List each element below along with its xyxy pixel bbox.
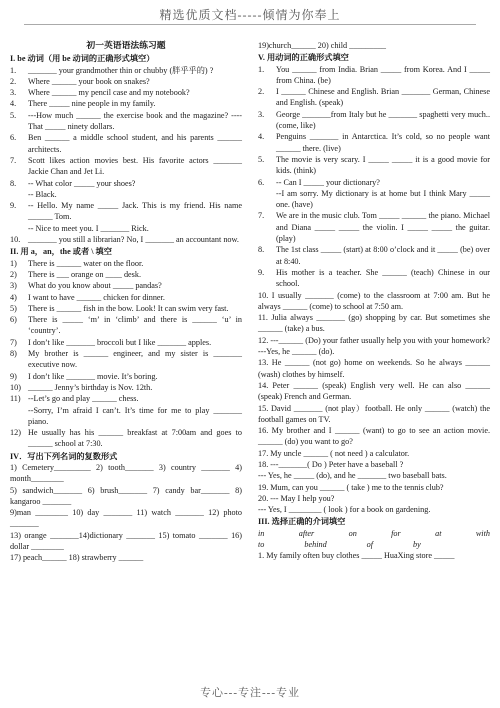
exercise-line: 12. ---______ (Do) your father usually help you with your homework? ---Yes, he ______ (do). (258, 335, 490, 357)
item-text: The 1st class _____ (start) at 8:00 o’clock and it _____ (be) over at 8:40. (276, 245, 490, 266)
section-4-items (10, 462, 242, 564)
item-number: 3. (10, 88, 17, 98)
item-number: 10. (10, 235, 21, 245)
exercise-item (10, 405, 242, 428)
exercise-item (10, 258, 242, 269)
exercise-item (258, 177, 490, 188)
exercise-item (10, 314, 242, 337)
item-text: George _______from Italy but he _______ spaghetti very much.. (come, like) (276, 109, 490, 131)
exercise-item (10, 280, 242, 291)
exercise-item (10, 132, 242, 155)
exercise-item (258, 154, 490, 177)
item-text: His mother is a teacher. She ______ (teach) Chinese in our school. (276, 267, 490, 289)
item-number: 7) (10, 337, 17, 347)
item-text: We are in the music club. Tom _____ ______ the piano. Michael and Diana _____ _____ the violin. I _____ _____ the guitar. (play) (276, 211, 490, 244)
item-text: He usually has his ______ breakfast at 7:00am and goes to ______ school at 7:30. (28, 428, 242, 449)
item-text: -- Can I _____ your dictionary? (276, 177, 380, 187)
item-text: Where ______ my pencil case and my notebook? (28, 88, 190, 98)
exercise-item (258, 210, 490, 244)
item-text: -- Nice to meet you. I _______ Rick. (28, 223, 149, 233)
exercise-item (10, 76, 242, 87)
exercise-line: 18. ---_______( Do ) Peter have a baseball ? (258, 459, 404, 469)
item-text: --Sorry, I’m afraid I can’t. It’s time for me to play _______ piano. (28, 405, 242, 426)
section-1-items (10, 65, 242, 246)
exercise-line: --- Yes, I ________ ( look ) for a book on gardening. (258, 505, 431, 515)
exercise-line: 15. David _______ (not play）football. He only ______ (watch) the football games on TV. (258, 403, 490, 424)
item-text: There _____ nine people in my family. (28, 99, 156, 109)
exercise-line: 16. My brother and I ______ (want) to go to see an action movie. ______ (do) you want to go? (258, 426, 490, 447)
item-text: --Let’s go and play ______ chess. (28, 394, 139, 404)
item-text: There is ______ fish in the bow. Look! It can swim very fast. (28, 303, 229, 313)
preposition-option: at (435, 528, 442, 538)
item-text: There is ______ water on the floor. (28, 258, 144, 268)
item-text: You ______ from India. Brian _____ from Korea. And I _____ from China. (be) (276, 64, 490, 85)
plural-continuation: 19)church______ 20) child _________ (258, 41, 387, 50)
exercise-line: 10. I usually _______ (come) to the classroom at 7:00 am. But he always ______ (come) to school at 7:50 am. (258, 290, 490, 311)
exercise-item (258, 244, 490, 267)
section-2-heading: II. 用 a，an，the 或者 \ 填空 (10, 247, 112, 257)
item-number: 7. (10, 155, 17, 165)
exercise-item (10, 234, 242, 245)
item-text: ______ Jenny’s birthday is Nov. 12th. (28, 382, 153, 392)
section-3-item-1: 1. My family often buy clothes _____ HuaXing store _____ (258, 551, 455, 561)
preposition-option: behind (304, 540, 327, 550)
item-text: -- Hello. My name _____ Jack. This is my friend. His name ______ Tom. (28, 201, 242, 222)
item-number: 9) (10, 371, 17, 381)
item-number: 6. (10, 133, 17, 143)
exercise-line: 17. My uncle ______ ( not need ) a calculator. (258, 448, 410, 458)
item-text: I ______ Chinese and English. Brian _______ German, Chinese and English. (speak) (276, 87, 490, 108)
section-4-heading: IV．写出下列名词的复数形式 (10, 451, 118, 461)
item-number: 10) (10, 382, 21, 392)
left-column (10, 40, 242, 564)
item-text: What do you know about _____ pandas? (28, 281, 162, 291)
item-number: 8. (10, 178, 17, 188)
exercise-item (10, 189, 242, 200)
exercise-item (258, 188, 490, 211)
item-text: The movie is very scary. I _____ _____ it is a good movie for kids. (think) (276, 154, 490, 176)
worksheet-title: 初一英语语法练习题 (86, 40, 166, 50)
exercise-item (10, 65, 242, 76)
exercise-item (10, 223, 242, 234)
item-text: There is _____ ‘m’ in ‘climb’ and there is ______ ‘u’ in ‘country’. (28, 315, 242, 336)
item-number (10, 223, 28, 234)
item-number: 5) (10, 303, 17, 313)
item-number: 7. (258, 211, 265, 221)
preposition-option: after (298, 528, 315, 538)
exercise-item (10, 155, 242, 178)
section-3-heading: III. 选择正确的介词填空 (258, 517, 346, 527)
item-number: 2. (258, 87, 265, 97)
item-text: --I am sorry. My dictionary is at home but I think Mary _____ one. (have) (276, 188, 490, 210)
header-divider (24, 24, 476, 25)
exercise-item (10, 382, 242, 393)
exercise-line: 5) sandwich_______ 6) brush_______ 7) candy bar_______ 8) kangaroo _______ (10, 485, 242, 506)
preposition-option: in (258, 528, 265, 538)
item-number: 4. (258, 132, 265, 142)
exercise-item (258, 109, 490, 132)
item-text: _______ your grandmother thin or chubby (胖乎乎的) ? (28, 65, 214, 75)
preposition-option: on (348, 528, 357, 538)
item-text: There is ___ orange on ____ desk. (28, 269, 142, 279)
right-column (258, 40, 490, 562)
item-number: 5. (258, 154, 265, 164)
exercise-line: 13) orange _______14)dictionary _______ 15) tomato _______ 16) dollar ________ (10, 530, 242, 552)
exercise-item (10, 98, 242, 109)
preposition-row-1 (258, 528, 490, 539)
item-text: I don’t like _______ movie. It’s boring. (28, 371, 158, 381)
item-text: Ben ______ a middle school student, and his parents ______ architects. (28, 133, 242, 154)
item-text: _______ you still a librarian? No, I _______ an accountant now. (28, 235, 239, 245)
exercise-line: 20. --- May I help you? (258, 493, 335, 503)
item-text: ---How much ______ the exercise book and the magazine? ----That _____ ninety dollars. (28, 110, 242, 132)
exercise-item (10, 269, 242, 280)
item-number: 1. (258, 64, 265, 74)
item-number: 8. (258, 245, 265, 255)
exercise-item (258, 131, 490, 154)
exercise-item (10, 200, 242, 223)
exercise-line: 11. Julia always _______ (go) shopping by car. But sometimes she ______ (take) a bus. (258, 313, 490, 334)
item-text: -- Black. (28, 189, 57, 199)
exercise-item (10, 110, 242, 133)
page-footer: 专心---专注---专业 (200, 687, 300, 699)
item-number: 9. (10, 201, 17, 211)
item-number: 11) (10, 394, 21, 404)
item-number: 5. (10, 110, 17, 120)
exercise-item (10, 337, 242, 348)
exercise-line: 17) peach______ 18) strawberry ______ (10, 553, 144, 563)
item-text: Scott likes action movies best. His favorite actors _______ Jackie Chan and Jet Li. (28, 155, 242, 177)
item-number: 9. (258, 267, 265, 277)
exercise-item (10, 393, 242, 404)
exercise-item (10, 427, 242, 450)
item-number: 12) (10, 428, 21, 438)
exercise-line: 9)man ________ 10) day _______ 11) watch _______ 12) photo _______ (10, 508, 242, 529)
item-number: 4. (10, 99, 17, 109)
exercise-line: 13. He ______ (not go) home on weekends. So he always ______ (wash) clothes by himself. (258, 358, 490, 379)
item-text: Where ______ your book on snakes? (28, 76, 150, 86)
exercise-item (258, 64, 490, 87)
item-text: Penguins _______ in Antarctica. It’s cold, so no people want ______ there. (live) (276, 132, 490, 153)
exercise-item (258, 86, 490, 109)
item-number: 6) (10, 315, 17, 325)
section-1-heading: I. be 动词（用 be 动词的正确形式填空） (10, 54, 155, 64)
exercise-item (10, 303, 242, 314)
item-number: 1. (10, 65, 17, 75)
item-text: I don’t like _______ broccoli but I like _______ apples. (28, 337, 212, 347)
item-number (10, 189, 28, 200)
exercise-line: 19. Mum, can you ______ ( take ) me to the tennis club? (258, 482, 444, 492)
item-number: 8) (10, 349, 17, 359)
section-5-items (258, 64, 490, 290)
item-text: -- What color _____ your shoes? (28, 178, 136, 188)
section-5-heading: V. 用动词的正确形式填空 (258, 53, 349, 63)
exercise-item (10, 371, 242, 382)
exercise-item (10, 87, 242, 98)
preposition-option: by (413, 540, 421, 550)
item-number: 6. (258, 177, 265, 187)
exercise-item (258, 267, 490, 290)
preposition-option: of (366, 540, 374, 550)
preposition-row-2 (258, 539, 490, 550)
item-number: 3) (10, 281, 17, 291)
item-text: My brother is ______ engineer, and my sister is _______ executive now. (28, 349, 242, 370)
item-text: I want to have ______ chicken for dinner. (28, 292, 165, 302)
preposition-option: to (258, 540, 265, 550)
exercise-item (10, 348, 242, 371)
item-number: 3. (258, 109, 265, 119)
item-number: 2. (10, 76, 17, 86)
page-header: 精选优质文档-----倾情为你奉上 (159, 8, 341, 22)
item-number (10, 405, 28, 428)
preposition-option: for (391, 528, 401, 538)
section-2-items (10, 258, 242, 450)
item-number: 4) (10, 292, 17, 302)
item-number: 1) (10, 258, 17, 268)
exercise-item (10, 178, 242, 189)
exercise-item (10, 292, 242, 303)
item-number (258, 188, 276, 211)
preposition-option: with (475, 528, 490, 538)
item-number: 2) (10, 269, 17, 279)
exercise-line: 1) Cemetery_________ 2) tooth_______ 3) country _______ 4) month________ (10, 462, 242, 484)
exercise-line: --- Yes, he _____ (do), and he _______ two baseball bats. (258, 471, 447, 481)
section-5-items-cont (258, 290, 490, 516)
exercise-line: 14. Peter ______ (speak) English very well. He can also ______ (speak) French and German. (258, 380, 490, 402)
